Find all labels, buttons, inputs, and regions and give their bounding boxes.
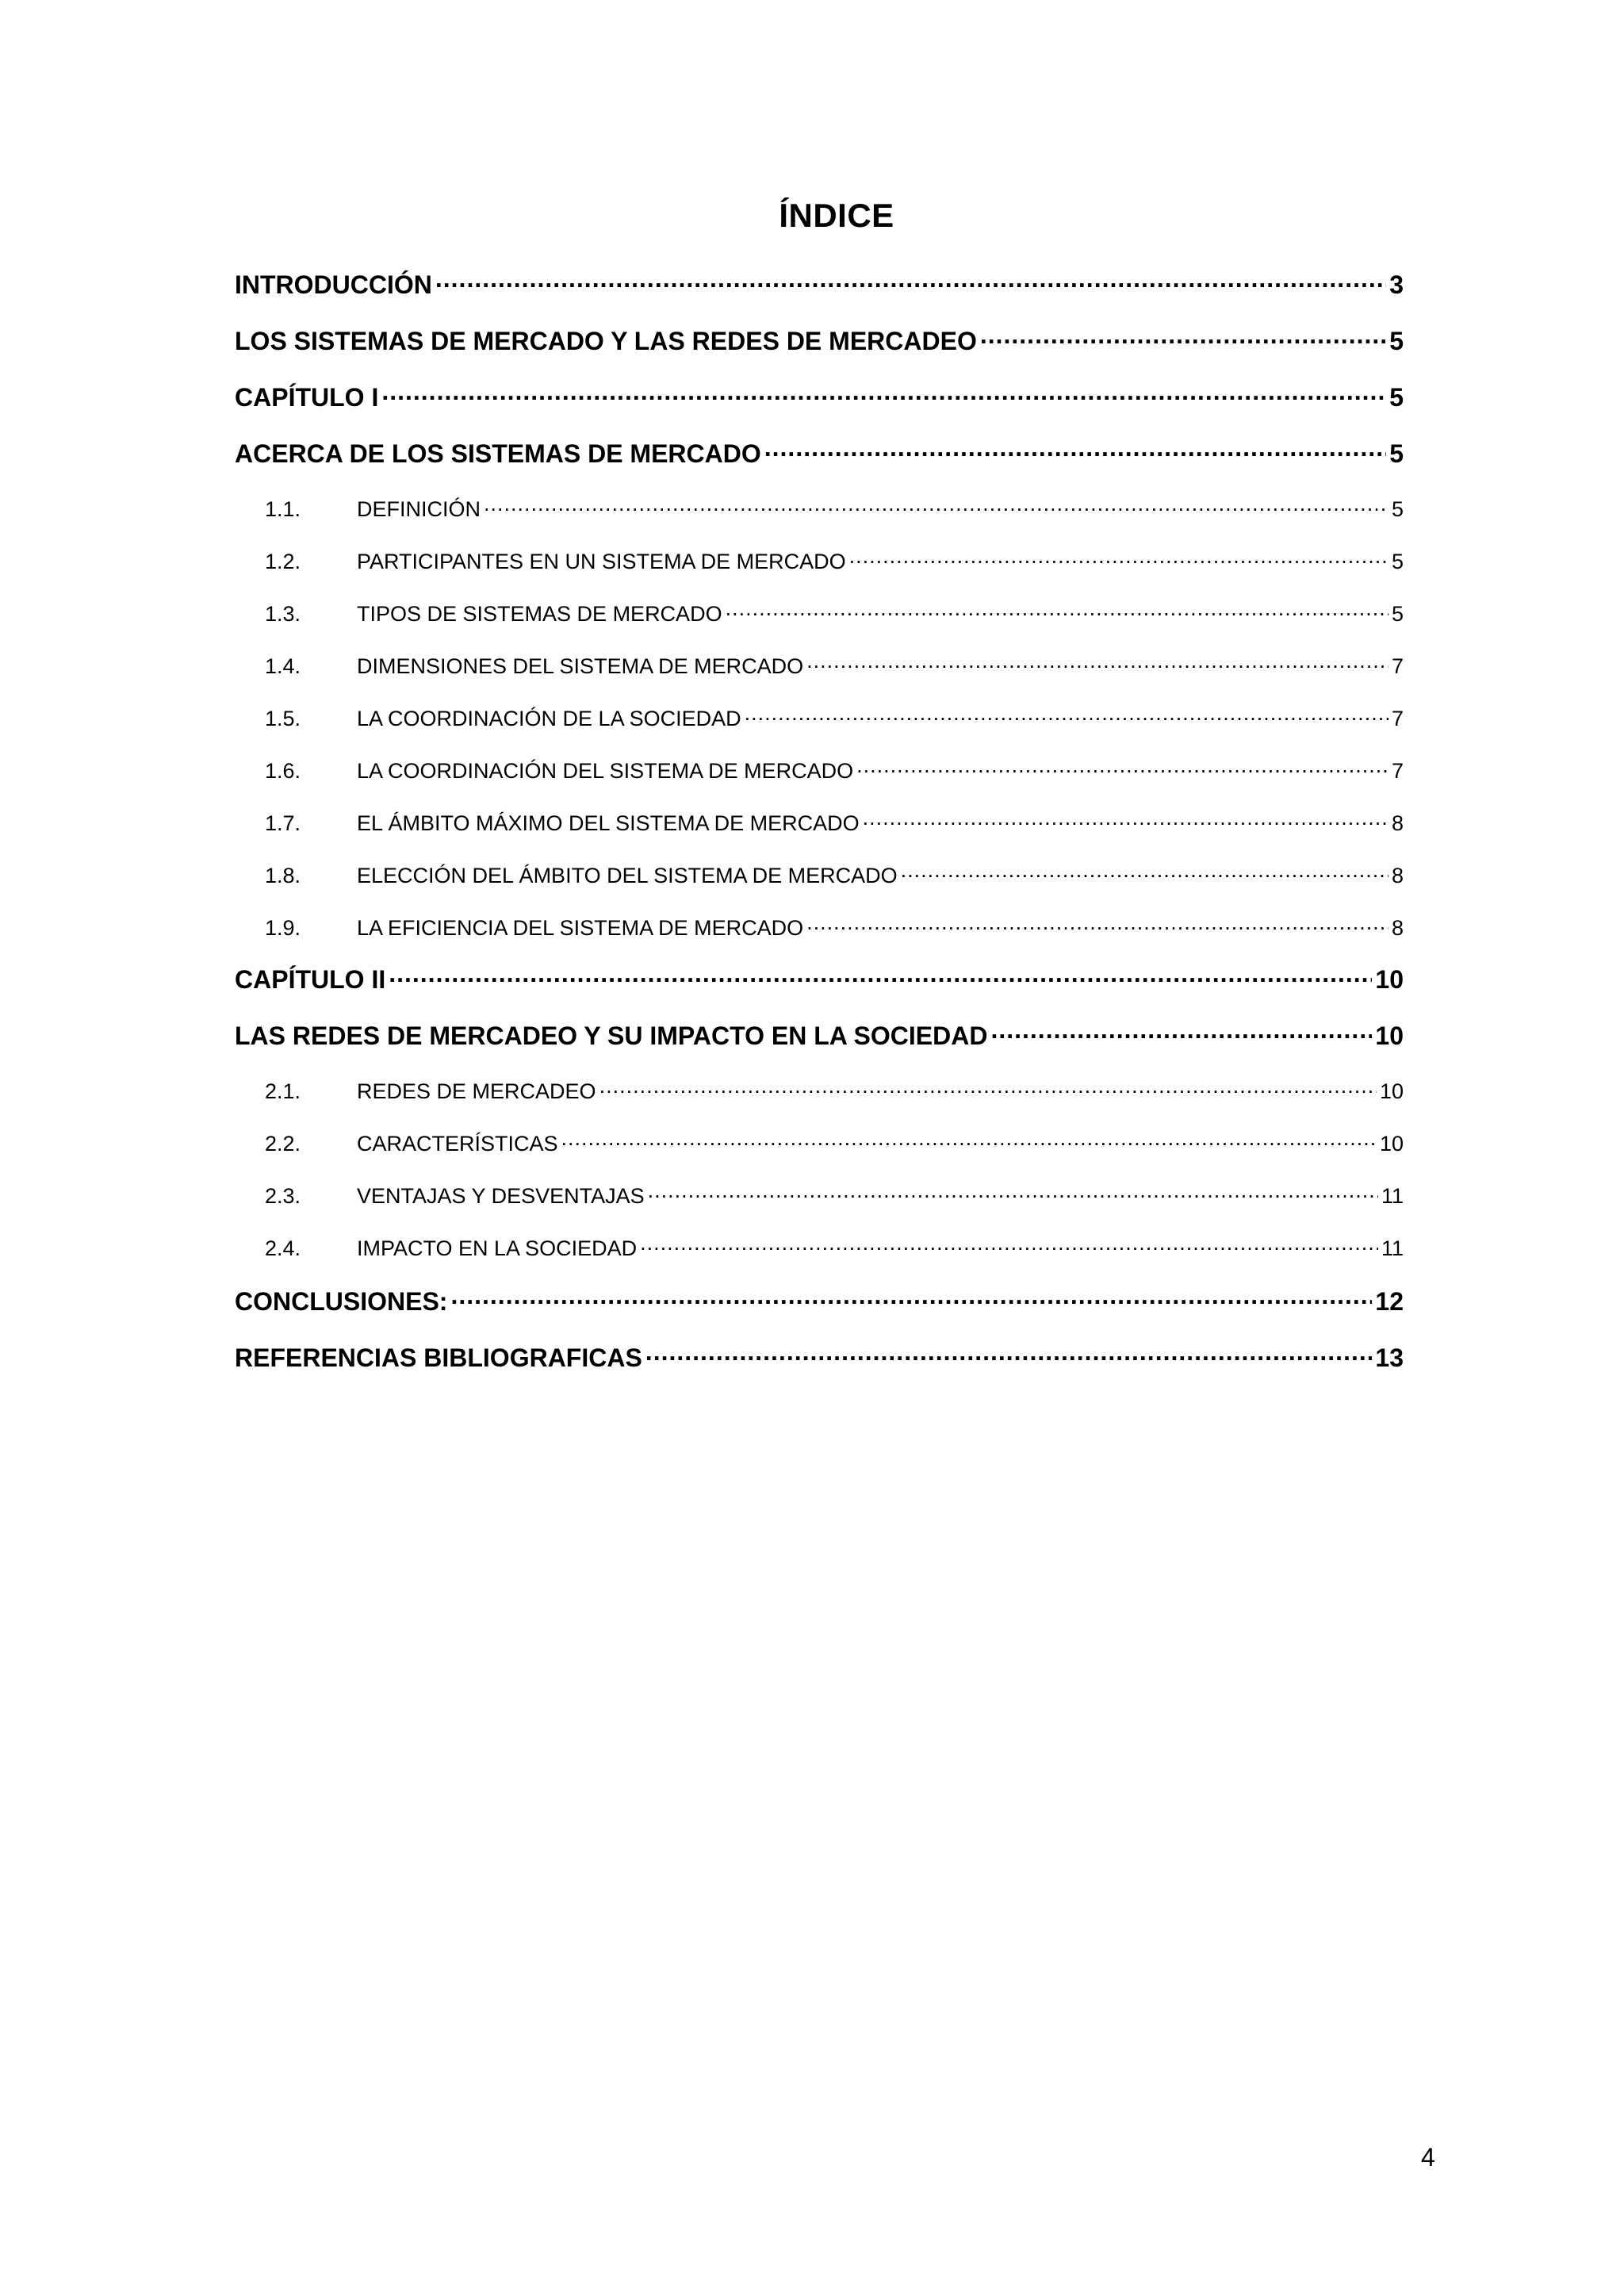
toc-entry-text: LA COORDINACIÓN DEL SISTEMA DE MERCADO	[357, 759, 854, 783]
toc-entry-page: 7	[1391, 707, 1404, 730]
dot-leader	[980, 324, 1386, 350]
toc-entry[interactable]	[235, 1341, 1404, 1376]
dot-leader	[640, 1234, 1378, 1255]
toc-entry-number: 1.1.	[265, 497, 301, 521]
toc-entry[interactable]	[235, 914, 1404, 944]
toc-entry-page: 5	[1391, 550, 1404, 573]
dot-leader	[764, 437, 1386, 462]
toc-entry-page: 5	[1389, 327, 1404, 355]
toc-entry-text: CONCLUSIONES:	[235, 1287, 448, 1316]
toc-entry-page: 12	[1375, 1287, 1404, 1316]
toc-entry-text: LA COORDINACIÓN DE LA SOCIEDAD	[357, 707, 741, 730]
toc-entry-number: 1.2.	[265, 550, 301, 573]
dot-leader	[389, 963, 1372, 988]
toc-entry-page: 7	[1391, 759, 1404, 783]
toc-entry-text: ELECCIÓN DEL ÁMBITO DEL SISTEMA DE MERCADO	[357, 864, 898, 887]
toc-entry-page: 8	[1391, 864, 1404, 887]
dot-leader	[806, 652, 1388, 673]
toc-entry[interactable]	[235, 1182, 1404, 1212]
toc-entry-page: 11	[1381, 1184, 1404, 1208]
toc-entry-text: LAS REDES DE MERCADEO Y SU IMPACTO EN LA SOCIEDAD	[235, 1022, 988, 1050]
toc-entry[interactable]	[235, 268, 1404, 303]
toc-entry-text: CAPÍTULO II	[235, 965, 386, 994]
toc-entry-number: 2.2.	[265, 1132, 301, 1156]
toc-entry-text: DEFINICIÓN	[357, 497, 481, 521]
toc-entry-number: 1.3.	[265, 602, 301, 626]
toc-entry-text: INTRODUCCIÓN	[235, 270, 432, 299]
toc-entry-text: ACERCA DE LOS SISTEMAS DE MERCADO	[235, 439, 761, 468]
toc-entry-page: 5	[1391, 497, 1404, 521]
dot-leader	[806, 914, 1388, 935]
toc-entry-text: REFERENCIAS BIBLIOGRAFICAS	[235, 1343, 642, 1372]
dot-leader	[450, 1285, 1372, 1310]
toc-entry[interactable]	[235, 1285, 1404, 1320]
toc-entry-text: VENTAJAS Y DESVENTAJAS	[357, 1184, 645, 1208]
toc-entry-text: CARACTERÍSTICAS	[357, 1132, 558, 1156]
toc-entry-page: 5	[1391, 602, 1404, 626]
toc-entry-text: LOS SISTEMAS DE MERCADO Y LAS REDES DE MERCADEO	[235, 327, 977, 355]
toc-entry-page: 7	[1391, 654, 1404, 678]
toc-entry-number: 2.3.	[265, 1184, 301, 1208]
dot-leader	[745, 704, 1388, 726]
toc-entry-page: 10	[1375, 1022, 1404, 1050]
toc-entry-page: 8	[1391, 811, 1404, 835]
dot-leader	[435, 268, 1386, 293]
toc-entry[interactable]	[235, 324, 1404, 359]
dot-leader	[381, 381, 1386, 406]
toc-entry[interactable]	[235, 495, 1404, 525]
toc-entry-number: 1.9.	[265, 916, 301, 940]
toc-entry[interactable]	[235, 652, 1404, 682]
toc-entry-number: 1.8.	[265, 864, 301, 887]
toc-entry-page: 10	[1375, 965, 1404, 994]
toc-entry-text: CAPÍTULO I	[235, 383, 379, 412]
toc-entry[interactable]	[235, 1234, 1404, 1264]
toc-entry-page: 8	[1391, 916, 1404, 940]
toc-entry[interactable]	[235, 1077, 1404, 1107]
page-number: 4	[1421, 2143, 1435, 2171]
toc-entry-page: 10	[1379, 1079, 1404, 1103]
toc-entry[interactable]	[235, 963, 1404, 998]
dot-leader	[599, 1077, 1377, 1098]
dot-leader	[648, 1182, 1378, 1203]
toc-entry-text: DIMENSIONES DEL SISTEMA DE MERCADO	[357, 654, 804, 678]
toc-entry[interactable]	[235, 437, 1404, 472]
toc-entry-page: 11	[1381, 1236, 1404, 1260]
toc-entry-page: 5	[1389, 383, 1404, 412]
dot-leader	[645, 1341, 1373, 1366]
dot-leader	[726, 600, 1388, 621]
toc-entry-number: 2.4.	[265, 1236, 301, 1260]
toc-entry[interactable]	[235, 381, 1404, 416]
toc-entry[interactable]	[235, 547, 1404, 577]
toc-entry[interactable]	[235, 757, 1404, 787]
toc-entry-text: LA EFICIENCIA DEL SISTEMA DE MERCADO	[357, 916, 804, 940]
toc-entry-page: 10	[1379, 1132, 1404, 1156]
dot-leader	[561, 1129, 1377, 1151]
toc-entry-page: 3	[1389, 270, 1404, 299]
toc-entry[interactable]	[235, 809, 1404, 839]
toc-entry-page: 13	[1375, 1343, 1404, 1372]
dot-leader	[484, 495, 1388, 516]
toc-entry-text: EL ÁMBITO MÁXIMO DEL SISTEMA DE MERCADO	[357, 811, 860, 835]
toc-entry[interactable]	[235, 1129, 1404, 1159]
dot-leader	[863, 809, 1388, 830]
dot-leader	[849, 547, 1388, 569]
toc-entry[interactable]	[235, 600, 1404, 630]
toc-entry[interactable]	[235, 704, 1404, 734]
toc-entry-number: 1.4.	[265, 654, 301, 678]
toc-entry-text: PARTICIPANTES EN UN SISTEMA DE MERCADO	[357, 550, 846, 573]
dot-leader	[901, 861, 1388, 883]
toc-entry-page: 5	[1389, 439, 1404, 468]
toc-entry-text: REDES DE MERCADEO	[357, 1079, 596, 1103]
toc-entry-number: 1.6.	[265, 759, 301, 783]
toc-entry-number: 1.5.	[265, 707, 301, 730]
toc-entry-number: 1.7.	[265, 811, 301, 835]
dot-leader	[990, 1019, 1372, 1045]
toc-entry-text: IMPACTO EN LA SOCIEDAD	[357, 1236, 638, 1260]
toc-entry[interactable]	[235, 1019, 1404, 1054]
toc-entry[interactable]	[235, 861, 1404, 891]
toc-title: ÍNDICE	[779, 197, 894, 234]
dot-leader	[856, 757, 1388, 778]
toc-entry-number: 2.1.	[265, 1079, 301, 1103]
toc-entry-text: TIPOS DE SISTEMAS DE MERCADO	[357, 602, 722, 626]
